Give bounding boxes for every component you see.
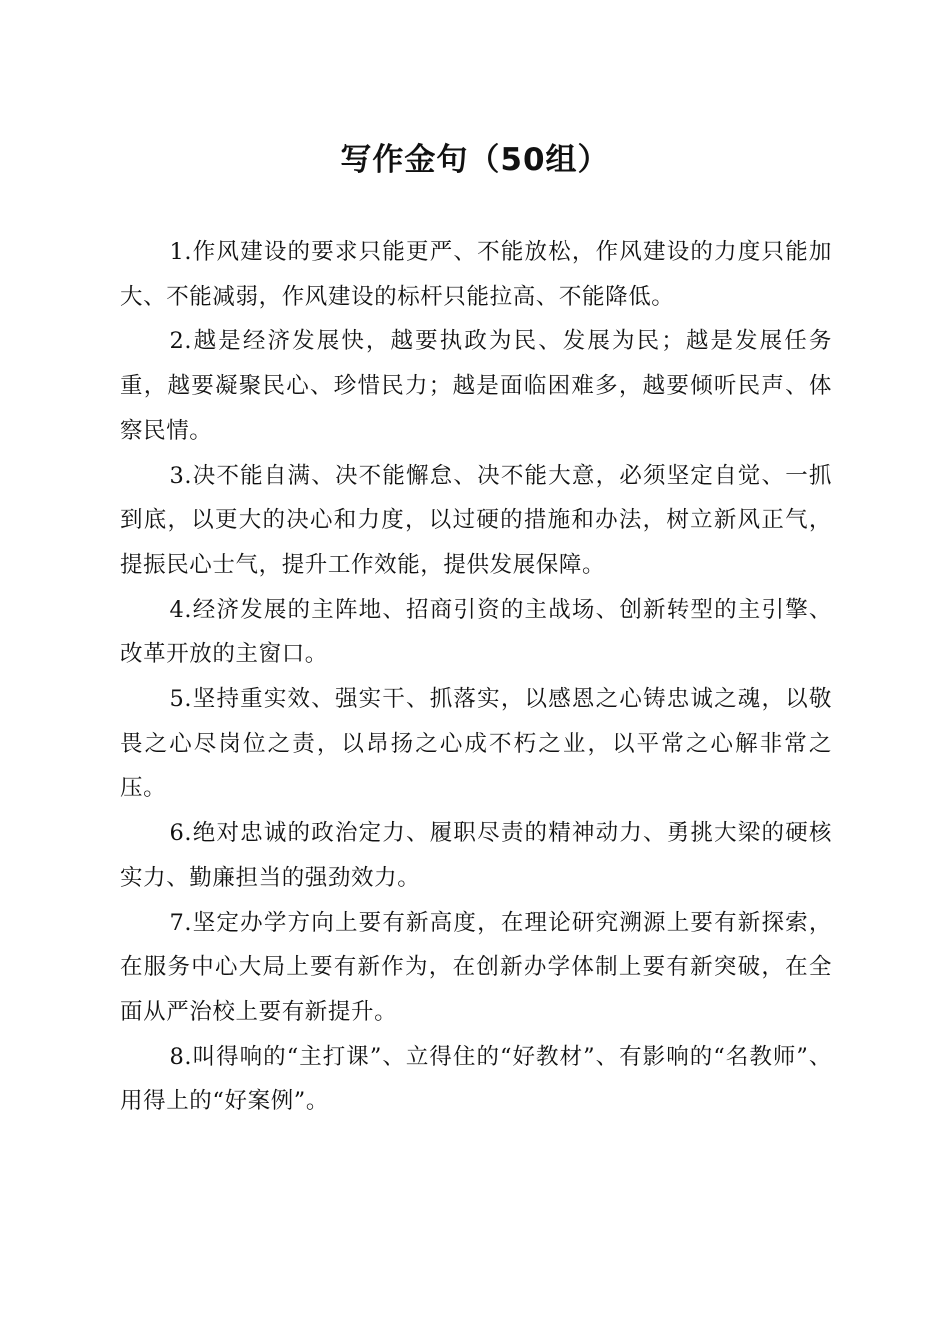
- document-body: [120, 230, 832, 1124]
- paragraph-7: 7.坚定办学方向上要有新高度，在理论研究溯源上要有新探索，在服务中心大局上要有新作为，在创新办学体制上要有新突破，在全面从严治校上要有新提升。: [120, 909, 832, 1025]
- paragraph-3: 3.决不能自满、决不能懈怠、决不能大意，必须坚定自觉、一抓到底，以更大的决心和力度，以过硬的措施和办法，树立新风正气，提振民心士气，提升工作效能，提供发展保障。: [120, 462, 832, 578]
- paragraph-6: 6.绝对忠诚的政治定力、履职尽责的精神动力、勇挑大梁的硬核实力、勤廉担当的强劲效力。: [120, 820, 832, 891]
- paragraph-4: 4.经济发展的主阵地、招商引资的主战场、创新转型的主引擎、改革开放的主窗口。: [120, 596, 832, 668]
- paragraph-8: 8.叫得响的“主打课”、立得住的“好教材”、有影响的“名教师”、用得上的“好案例”。: [120, 1043, 832, 1115]
- paragraph-2: 2.越是经济发展快，越要执政为民、发展为民；越是发展任务重，越要凝聚民心、珍惜民力；越是面临困难多，越要倾听民声、体察民情。: [120, 328, 832, 444]
- paragraph-1: 1.作风建设的要求只能更严、不能放松，作风建设的力度只能加大、不能减弱，作风建设的标杆只能拉高、不能降低。: [120, 239, 832, 310]
- paragraph-5: 5.坚持重实效、强实干、抓落实，以感恩之心铸忠诚之魂，以敬畏之心尽岗位之责，以昂扬之心成不朽之业，以平常之心解非常之压。: [120, 686, 832, 802]
- document-title: 写作金句（50组）: [340, 142, 610, 178]
